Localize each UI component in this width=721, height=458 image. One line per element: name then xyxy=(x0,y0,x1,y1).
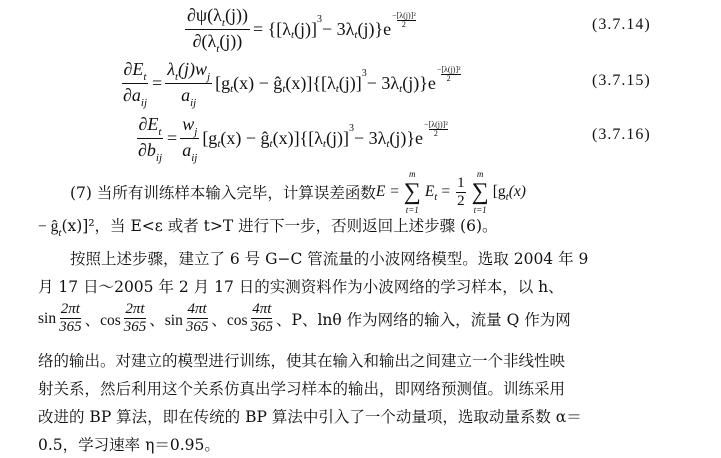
eq2-body: [g xyxy=(215,73,231,93)
eq3-body2: (x) − ĝ xyxy=(220,128,270,148)
para-frac-2 xyxy=(123,301,148,336)
eq3-lhs-num: ∂E xyxy=(138,114,159,134)
para-sin-1: sin xyxy=(38,309,57,327)
eq2-lhs-den: ∂a xyxy=(123,85,141,105)
eq2-exp-num: [λ(j)]² xyxy=(441,64,461,74)
equation-3-7-14 xyxy=(182,4,416,55)
step7-sum1: m ∑ t=1 xyxy=(403,169,421,215)
equation-number-3-7-14: (3.7.14) xyxy=(592,16,651,33)
step7-text: (7) 当所有训练样本输入完毕，计算误差函数 xyxy=(70,184,376,202)
eq3-body3: (x)]{[λ xyxy=(272,128,323,148)
eq3-lhs-den-sub: ij xyxy=(155,152,163,164)
eq1-rhs-mid: (j)] xyxy=(294,19,317,39)
para-frac-1-num: 2πt xyxy=(60,301,80,317)
para-sin-2: 、sin xyxy=(149,311,183,329)
eq2-lhs-fraction xyxy=(121,58,149,109)
eq3-pow: 3 xyxy=(348,123,354,134)
para-frac-3 xyxy=(185,301,210,336)
eq3-body-sub2: t xyxy=(269,137,273,150)
step7-g-x: (x) xyxy=(508,183,526,200)
eq2-body-sub3: t xyxy=(335,82,339,95)
eq1-den: ∂(λ xyxy=(192,31,217,51)
step7-et-sub: t xyxy=(434,191,438,203)
para-line-1: 按照上述步骤，建立了 6 号 G−C 管流量的小波网络模型。选取 2004 年 9 xyxy=(70,250,589,268)
step7-line1 xyxy=(70,168,526,216)
eq1-rhs-pow: 3 xyxy=(317,14,322,25)
step7-error-function: E = xyxy=(375,183,400,200)
eq3-body-sub3: t xyxy=(322,137,326,150)
eq1-rhs: = {[λ xyxy=(252,19,291,39)
para-frac-1-den: 365 xyxy=(59,319,82,335)
step7-equals: = xyxy=(441,183,451,200)
para-line-5: 射关系，然后利用这个关系仿真出学习样本的输出，即网络预测值。训练采用 xyxy=(38,380,566,398)
step7-ghat: − ĝ xyxy=(38,218,59,235)
eq2-body2: (x) − ĝ xyxy=(233,73,283,93)
para-line-3 xyxy=(38,301,571,336)
para-line-7: 0.5，学习速率 η＝0.95。 xyxy=(38,436,220,454)
para-line-4: 络的输出。对建立的模型进行训练，使其在输入和输出之间建立一个非线性映 xyxy=(38,352,566,370)
eq2-body6: (j)}e xyxy=(402,73,436,93)
step7-g-sub: t xyxy=(505,191,509,203)
para-frac-2-den: 365 xyxy=(123,319,147,335)
eq2-exp-den: 2 xyxy=(446,73,451,83)
para-frac-4-num: 4πt xyxy=(252,301,272,317)
eq2-lhs-num-sub: t xyxy=(143,71,147,83)
eq2-rhs-fraction xyxy=(165,58,212,109)
eq2-rhs-den: a xyxy=(181,85,191,105)
equation-3-7-15: $\frac{\partial E_t}{\partial a_{ij}}$ = $\frac{\lambda_t(j)w_j}{a_{ij}}$ [g t (x) − ĝ t (x)]{[λ t (j)] 3 − 3λ t (j)}e −[λ(j)]² 2 xyxy=(123,59,461,109)
eq2-exponent: −[λ(j)]² 2 xyxy=(436,64,461,83)
step7-line2-text: (x)]²，当 E<ε 或者 t>T 进行下一步，否则返回上述步骤 (6)。 xyxy=(61,217,498,235)
para-line-3-tail: 、P、lnθ 作为网络的输入，流量 Q 作为网 xyxy=(276,310,571,329)
para-cos-2: 、cos xyxy=(211,311,248,329)
eq1-num: ∂ψ(λ xyxy=(187,5,222,25)
eq2-pow: 3 xyxy=(361,68,367,79)
equation-number-3-7-16: (3.7.16) xyxy=(592,126,651,143)
eq1-num-tail: (j)) xyxy=(224,5,248,25)
eq2-lhs-den-sub: ij xyxy=(140,97,148,109)
eq3-body4: (j)] xyxy=(325,128,349,148)
step7-half-num: 1 xyxy=(457,174,465,191)
para-frac-3-num: 4πt xyxy=(187,301,207,317)
step7-sum2-top: m xyxy=(476,169,484,179)
eq2-body-sub: t xyxy=(230,82,234,95)
para-frac-3-den: 365 xyxy=(185,319,209,335)
eq2-rhs-den-sub: ij xyxy=(190,97,197,109)
eq1-rhs-tail: − 3λ xyxy=(322,19,355,39)
eq2-rhs-num-sub2: j xyxy=(207,71,211,83)
para-frac-2-num: 2πt xyxy=(125,301,145,317)
para-frac-4 xyxy=(250,301,275,336)
step7-sum1-top: m xyxy=(409,169,416,179)
eq3-exp-num: [λ(j)]² xyxy=(428,119,448,129)
equation-3-7-16: $\frac{\partial E_t}{\partial b_{ij}}$ = $\frac{w_j}{a_{ij}}$ [g t (x) − ĝ t (x)]{[λ t (j)] 3 − 3λ t (j)}e −[λ(j)]² 2 xyxy=(138,114,448,164)
eq1-exp-num: [λ(j)]² xyxy=(396,10,416,20)
step7-g: [g xyxy=(492,183,506,200)
eq3-lhs-den: ∂b xyxy=(138,140,156,160)
eq1-num-sub: t xyxy=(221,17,225,29)
eq1-den-tail: (j)) xyxy=(219,31,243,51)
eq3-body5: − 3λ xyxy=(353,128,387,148)
eq3-rhs-fraction xyxy=(180,113,199,164)
eq1-rhs-tail2: (j)}e xyxy=(357,19,392,39)
step7-sum2-bottom: t=1 xyxy=(473,205,487,215)
equation-number-3-7-15: (3.7.15) xyxy=(592,72,651,89)
step7-half-den: 2 xyxy=(457,192,465,209)
step7-ghat-sub: t xyxy=(58,227,62,239)
para-frac-4-den: 365 xyxy=(250,319,274,335)
eq1-lhs-fraction xyxy=(185,4,250,55)
eq3-rhs-den-sub: ij xyxy=(191,152,198,164)
eq3-exponent: −[λ(j)]² 2 xyxy=(424,119,448,138)
eq2-rhs-num-tail: (j)w xyxy=(178,59,208,79)
step7-sum2: m ∑ t=1 xyxy=(471,169,489,215)
para-cos-1: 、cos xyxy=(84,311,121,329)
eq3-body6: (j)}e xyxy=(389,128,424,148)
step7-et: E xyxy=(424,183,435,200)
eq3-body-sub: t xyxy=(217,137,221,150)
para-line-2: 月 17 日～2005 年 2 月 17 日的实测资料作为小波网络的学习样本，以 h、 xyxy=(38,278,564,296)
eq3-body-sub5: t xyxy=(386,137,390,150)
eq3-rhs-num-sub: j xyxy=(194,126,198,138)
step7-sum1-bottom: t=1 xyxy=(405,205,419,215)
step7-half xyxy=(456,175,466,210)
eq2-lhs-num: ∂E xyxy=(123,59,144,79)
eq3-body: [g xyxy=(202,128,218,148)
para-frac-1 xyxy=(58,301,83,336)
eq1-exp-den: 2 xyxy=(401,19,406,29)
eq2-body4: (j)] xyxy=(338,73,362,93)
eq2-rhs-num: λ xyxy=(167,59,175,79)
eq3-lhs-num-sub: t xyxy=(158,126,162,138)
step7-line2 xyxy=(38,214,498,239)
eq3-lhs-fraction xyxy=(136,113,164,164)
eq2-rhs-num-sub: t xyxy=(174,71,179,83)
eq2-body-sub5: t xyxy=(399,82,403,95)
eq1-den-sub: t xyxy=(216,43,220,55)
eq2-body-sub2: t xyxy=(282,82,286,95)
eq1-exponent: −[λ(j)]² 2 xyxy=(392,10,416,29)
para-line-6: 改进的 BP 算法，即在传统的 BP 算法中引入了一个动量项，选取动量系数 α＝ xyxy=(38,408,582,426)
eq2-body5: − 3λ xyxy=(366,73,400,93)
eq1-rhs-sub2: t xyxy=(354,28,358,41)
eq1-rhs-sub: t xyxy=(290,28,295,41)
eq3-exp-den: 2 xyxy=(433,128,438,138)
eq3-rhs-num: w xyxy=(182,114,195,134)
eq2-body3: (x)]{[λ xyxy=(285,73,336,93)
eq3-rhs-den: a xyxy=(182,140,192,160)
